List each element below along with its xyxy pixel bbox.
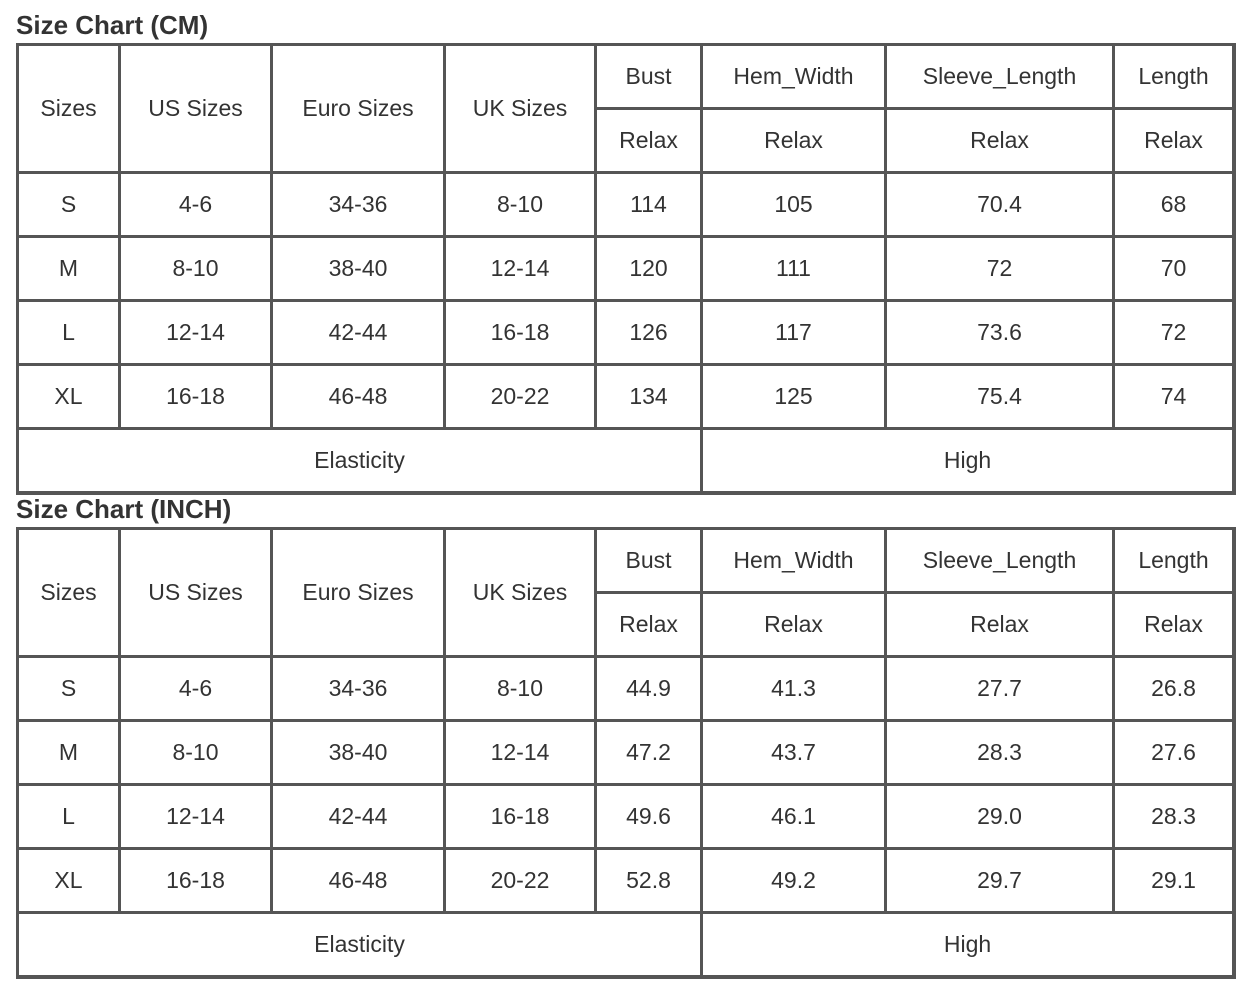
table-cell: 8-10	[121, 722, 273, 786]
elasticity-value: High	[703, 430, 1235, 494]
subheader-relax: Relax	[1115, 110, 1235, 174]
header-length: Length	[1115, 530, 1235, 594]
table-cell: S	[19, 174, 121, 238]
header-uk-sizes: UK Sizes	[446, 530, 597, 658]
table-cell: 49.6	[597, 786, 703, 850]
table-cell: 12-14	[446, 238, 597, 302]
table-cell: M	[19, 238, 121, 302]
table-cell: M	[19, 722, 121, 786]
table-cell: 72	[1115, 302, 1235, 366]
header-row	[19, 530, 1235, 594]
table-cell: 105	[703, 174, 887, 238]
table-cell: 49.2	[703, 850, 887, 914]
table-cell: 8-10	[446, 658, 597, 722]
table-cell: 70.4	[887, 174, 1115, 238]
table-row	[19, 302, 1235, 366]
header-euro-sizes: Euro Sizes	[273, 46, 446, 174]
table-cell: 16-18	[446, 786, 597, 850]
table-cell: 44.9	[597, 658, 703, 722]
table-row	[19, 238, 1235, 302]
table-cell: 29.1	[1115, 850, 1235, 914]
table-cell: 41.3	[703, 658, 887, 722]
table-cell: 4-6	[121, 174, 273, 238]
table-row	[19, 366, 1235, 430]
header-sleeve-length: Sleeve_Length	[887, 530, 1115, 594]
table-cell: 120	[597, 238, 703, 302]
table-cell: 111	[703, 238, 887, 302]
table-cell: 28.3	[887, 722, 1115, 786]
table-row	[19, 850, 1235, 914]
table-row	[19, 722, 1235, 786]
table-cell: 74	[1115, 366, 1235, 430]
table-cell: 46-48	[273, 366, 446, 430]
elasticity-row	[19, 914, 1235, 978]
table-row	[19, 786, 1235, 850]
subheader-relax: Relax	[597, 110, 703, 174]
table-cell: 27.6	[1115, 722, 1235, 786]
table-cell: L	[19, 302, 121, 366]
table-cell: 70	[1115, 238, 1235, 302]
header-bust: Bust	[597, 46, 703, 110]
table-cell: 20-22	[446, 366, 597, 430]
table-cell: 134	[597, 366, 703, 430]
elasticity-row	[19, 430, 1235, 494]
size-chart-inch-title: Size Chart (INCH)	[16, 494, 232, 524]
header-bust: Bust	[597, 530, 703, 594]
table-cell: 20-22	[446, 850, 597, 914]
header-us-sizes: US Sizes	[121, 46, 273, 174]
size-chart-inch-table	[16, 527, 1236, 979]
subheader-relax: Relax	[887, 110, 1115, 174]
table-cell: 117	[703, 302, 887, 366]
table-cell: 68	[1115, 174, 1235, 238]
table-cell: 126	[597, 302, 703, 366]
table-cell: 73.6	[887, 302, 1115, 366]
table-row	[19, 174, 1235, 238]
table-cell: 12-14	[446, 722, 597, 786]
header-sleeve-length: Sleeve_Length	[887, 46, 1115, 110]
table-cell: S	[19, 658, 121, 722]
table-cell: 42-44	[273, 786, 446, 850]
table-cell: 26.8	[1115, 658, 1235, 722]
table-cell: XL	[19, 366, 121, 430]
header-length: Length	[1115, 46, 1235, 110]
table-cell: 47.2	[597, 722, 703, 786]
table-cell: 16-18	[446, 302, 597, 366]
header-us-sizes: US Sizes	[121, 530, 273, 658]
table-cell: 29.0	[887, 786, 1115, 850]
table-cell: XL	[19, 850, 121, 914]
subheader-relax: Relax	[1115, 594, 1235, 658]
header-euro-sizes: Euro Sizes	[273, 530, 446, 658]
size-chart-cm-table	[16, 43, 1236, 495]
table-cell: 4-6	[121, 658, 273, 722]
header-row	[19, 46, 1235, 110]
header-hem-width: Hem_Width	[703, 46, 887, 110]
elasticity-label: Elasticity	[19, 430, 703, 494]
table-cell: 125	[703, 366, 887, 430]
elasticity-label: Elasticity	[19, 914, 703, 978]
subheader-relax: Relax	[597, 594, 703, 658]
table-cell: 38-40	[273, 722, 446, 786]
table-cell: 46.1	[703, 786, 887, 850]
table-cell: 27.7	[887, 658, 1115, 722]
header-uk-sizes: UK Sizes	[446, 46, 597, 174]
header-sizes: Sizes	[19, 530, 121, 658]
table-cell: 8-10	[121, 238, 273, 302]
table-cell: L	[19, 786, 121, 850]
size-chart-cm-title: Size Chart (CM)	[16, 10, 209, 40]
table-cell: 34-36	[273, 658, 446, 722]
table-cell: 38-40	[273, 238, 446, 302]
table-cell: 46-48	[273, 850, 446, 914]
table-cell: 52.8	[597, 850, 703, 914]
table-cell: 43.7	[703, 722, 887, 786]
table-cell: 28.3	[1115, 786, 1235, 850]
table-cell: 42-44	[273, 302, 446, 366]
subheader-relax: Relax	[703, 594, 887, 658]
subheader-relax: Relax	[703, 110, 887, 174]
table-row	[19, 658, 1235, 722]
table-cell: 72	[887, 238, 1115, 302]
table-cell: 29.7	[887, 850, 1115, 914]
table-cell: 8-10	[446, 174, 597, 238]
header-hem-width: Hem_Width	[703, 530, 887, 594]
header-sizes: Sizes	[19, 46, 121, 174]
table-cell: 114	[597, 174, 703, 238]
table-cell: 12-14	[121, 786, 273, 850]
subheader-relax: Relax	[887, 594, 1115, 658]
table-cell: 34-36	[273, 174, 446, 238]
elasticity-value: High	[703, 914, 1235, 978]
table-cell: 75.4	[887, 366, 1115, 430]
table-cell: 12-14	[121, 302, 273, 366]
table-cell: 16-18	[121, 850, 273, 914]
table-cell: 16-18	[121, 366, 273, 430]
